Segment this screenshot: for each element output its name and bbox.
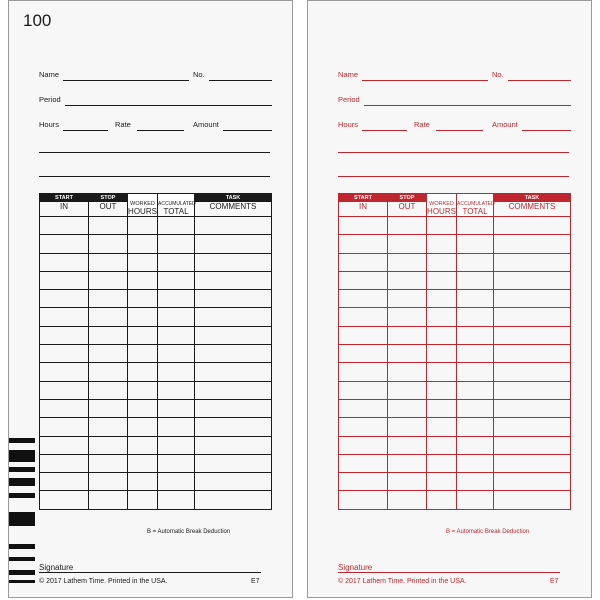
time-row	[40, 271, 272, 289]
comments-cell[interactable]	[494, 290, 571, 308]
total-cell[interactable]	[158, 271, 195, 289]
worked-hours-cell[interactable]	[128, 454, 158, 472]
code-mark	[9, 467, 35, 472]
out-cell[interactable]	[89, 345, 128, 363]
period-label: Period	[39, 95, 61, 104]
in-cell[interactable]	[339, 345, 388, 363]
rate-field[interactable]	[436, 130, 483, 131]
out-header: OUT	[388, 202, 427, 217]
in-cell[interactable]	[339, 253, 388, 271]
comments-cell[interactable]	[195, 290, 272, 308]
time-row	[339, 271, 571, 289]
in-cell[interactable]	[40, 436, 89, 454]
out-cell[interactable]	[388, 253, 427, 271]
time-row	[339, 308, 571, 326]
signature-label: Signature	[338, 563, 373, 572]
copyright-text: © 2017 Lathem Time. Printed in the USA.	[39, 578, 168, 585]
out-cell[interactable]	[89, 217, 128, 235]
pay-field-row	[39, 120, 270, 134]
blank-line[interactable]	[338, 176, 569, 177]
out-cell[interactable]	[388, 290, 427, 308]
rate-label: Rate	[115, 120, 131, 129]
worked-hours-cell[interactable]	[427, 473, 457, 491]
time-table	[39, 193, 272, 510]
comments-cell[interactable]	[195, 217, 272, 235]
name-field-row	[39, 70, 270, 84]
time-row	[339, 363, 571, 381]
form-code: E7	[550, 578, 559, 585]
out-cell[interactable]	[89, 418, 128, 436]
total-cell[interactable]	[457, 491, 494, 509]
copyright-text: © 2017 Lathem Time. Printed in the USA.	[338, 578, 467, 585]
worked-hours-cell[interactable]	[427, 235, 457, 253]
worked-hours-cell[interactable]	[427, 271, 457, 289]
total-cell[interactable]	[457, 454, 494, 472]
out-cell[interactable]	[388, 363, 427, 381]
worked-hours-cell[interactable]	[128, 363, 158, 381]
worked-hours-cell[interactable]	[427, 491, 457, 509]
total-cell[interactable]	[457, 290, 494, 308]
worked-hours-header: WORKED HOURS	[427, 194, 457, 217]
out-cell[interactable]	[388, 326, 427, 344]
total-cell[interactable]	[158, 290, 195, 308]
in-cell[interactable]	[40, 308, 89, 326]
hours-field[interactable]	[362, 130, 407, 131]
in-cell[interactable]	[339, 381, 388, 399]
in-cell[interactable]	[40, 235, 89, 253]
time-card-black	[8, 0, 293, 598]
time-row	[339, 345, 571, 363]
in-cell[interactable]	[40, 454, 89, 472]
in-cell[interactable]	[339, 326, 388, 344]
total-cell[interactable]	[457, 473, 494, 491]
out-cell[interactable]	[89, 308, 128, 326]
worked-hours-cell[interactable]	[128, 436, 158, 454]
blank-line[interactable]	[338, 152, 569, 153]
total-cell[interactable]	[158, 345, 195, 363]
time-rows	[339, 217, 571, 510]
out-cell[interactable]	[89, 399, 128, 417]
code-mark	[9, 557, 35, 561]
out-header: OUT	[89, 202, 128, 217]
total-cell[interactable]	[457, 363, 494, 381]
time-row	[339, 290, 571, 308]
worked-hours-cell[interactable]	[128, 235, 158, 253]
total-cell[interactable]	[457, 271, 494, 289]
time-row	[40, 473, 272, 491]
comments-cell[interactable]	[195, 308, 272, 326]
in-cell[interactable]	[40, 418, 89, 436]
worked-hours-cell[interactable]	[427, 418, 457, 436]
in-cell[interactable]	[40, 491, 89, 509]
time-card-red	[307, 0, 592, 598]
worked-hours-header: WORKED HOURS	[128, 194, 158, 217]
code-mark	[9, 450, 35, 462]
worked-hours-cell[interactable]	[128, 418, 158, 436]
in-cell[interactable]	[40, 381, 89, 399]
comments-cell[interactable]	[494, 271, 571, 289]
comments-cell[interactable]	[195, 381, 272, 399]
out-cell[interactable]	[388, 399, 427, 417]
out-cell[interactable]	[388, 217, 427, 235]
period-label: Period	[338, 95, 360, 104]
time-row	[339, 491, 571, 509]
comments-cell[interactable]	[195, 454, 272, 472]
worked-hours-cell[interactable]	[128, 253, 158, 271]
in-cell[interactable]	[339, 217, 388, 235]
total-cell[interactable]	[457, 399, 494, 417]
comments-cell[interactable]	[195, 363, 272, 381]
comments-cell[interactable]	[195, 436, 272, 454]
time-row	[40, 436, 272, 454]
period-field-row	[338, 95, 569, 109]
hours-field[interactable]	[63, 130, 108, 131]
out-cell[interactable]	[89, 454, 128, 472]
code-mark	[9, 580, 35, 583]
total-cell[interactable]	[158, 235, 195, 253]
stop-header: STOP	[89, 194, 128, 202]
code-mark	[9, 478, 35, 486]
code-mark	[9, 570, 35, 575]
period-field[interactable]	[65, 105, 272, 106]
in-cell[interactable]	[339, 418, 388, 436]
out-cell[interactable]	[388, 271, 427, 289]
time-row	[40, 326, 272, 344]
time-row	[339, 235, 571, 253]
signature-field[interactable]	[39, 572, 261, 573]
amount-label: Amount	[193, 120, 219, 129]
time-row	[339, 399, 571, 417]
in-cell[interactable]	[339, 491, 388, 509]
in-cell[interactable]	[339, 271, 388, 289]
time-row	[40, 381, 272, 399]
worked-hours-cell[interactable]	[128, 271, 158, 289]
total-cell[interactable]	[158, 454, 195, 472]
name-field[interactable]	[362, 80, 488, 81]
time-row	[339, 326, 571, 344]
comments-cell[interactable]	[494, 436, 571, 454]
card-number: 100	[23, 11, 52, 30]
comments-header: COMMENTS	[494, 202, 571, 217]
worked-hours-cell[interactable]	[427, 290, 457, 308]
out-cell[interactable]	[89, 363, 128, 381]
out-cell[interactable]	[388, 418, 427, 436]
out-cell[interactable]	[89, 491, 128, 509]
time-row	[40, 491, 272, 509]
worked-hours-cell[interactable]	[427, 363, 457, 381]
worked-hours-cell[interactable]	[128, 217, 158, 235]
in-cell[interactable]	[40, 363, 89, 381]
comments-cell[interactable]	[494, 235, 571, 253]
time-row	[40, 418, 272, 436]
total-cell[interactable]	[457, 235, 494, 253]
worked-hours-cell[interactable]	[128, 491, 158, 509]
out-cell[interactable]	[89, 473, 128, 491]
worked-hours-cell[interactable]	[128, 345, 158, 363]
hours-label: Hours	[338, 120, 359, 129]
total-cell[interactable]	[158, 217, 195, 235]
out-cell[interactable]	[89, 381, 128, 399]
comments-cell[interactable]	[195, 271, 272, 289]
name-field[interactable]	[63, 80, 189, 81]
worked-hours-cell[interactable]	[128, 326, 158, 344]
in-header: IN	[339, 202, 388, 217]
comments-cell[interactable]	[494, 363, 571, 381]
task-header: TASK	[195, 194, 272, 202]
time-row	[40, 308, 272, 326]
time-row	[339, 454, 571, 472]
code-mark	[9, 512, 35, 526]
number-field[interactable]	[508, 80, 571, 81]
comments-cell[interactable]	[195, 418, 272, 436]
worked-hours-cell[interactable]	[128, 473, 158, 491]
worked-hours-cell[interactable]	[128, 290, 158, 308]
worked-hours-cell[interactable]	[427, 326, 457, 344]
worked-hours-cell[interactable]	[427, 436, 457, 454]
in-cell[interactable]	[339, 235, 388, 253]
time-row	[339, 253, 571, 271]
time-table	[338, 193, 571, 510]
comments-cell[interactable]	[494, 454, 571, 472]
out-cell[interactable]	[89, 271, 128, 289]
worked-hours-cell[interactable]	[427, 381, 457, 399]
code-mark	[9, 438, 35, 443]
total-cell[interactable]	[158, 253, 195, 271]
code-mark	[9, 544, 35, 549]
worked-hours-cell[interactable]	[427, 345, 457, 363]
comments-cell[interactable]	[195, 399, 272, 417]
amount-label: Amount	[492, 120, 518, 129]
worked-hours-cell[interactable]	[427, 217, 457, 235]
comments-cell[interactable]	[195, 345, 272, 363]
time-row	[339, 436, 571, 454]
in-cell[interactable]	[339, 399, 388, 417]
out-cell[interactable]	[89, 436, 128, 454]
rate-field[interactable]	[137, 130, 184, 131]
time-row	[40, 454, 272, 472]
worked-hours-cell[interactable]	[128, 399, 158, 417]
comments-cell[interactable]	[494, 326, 571, 344]
total-cell[interactable]	[158, 491, 195, 509]
amount-field[interactable]	[223, 130, 272, 131]
total-cell[interactable]	[158, 436, 195, 454]
out-cell[interactable]	[89, 326, 128, 344]
total-cell[interactable]	[457, 326, 494, 344]
total-cell[interactable]	[457, 436, 494, 454]
comments-cell[interactable]	[195, 473, 272, 491]
amount-field[interactable]	[522, 130, 571, 131]
worked-hours-cell[interactable]	[427, 308, 457, 326]
comments-cell[interactable]	[494, 308, 571, 326]
out-cell[interactable]	[388, 308, 427, 326]
comments-cell[interactable]	[195, 253, 272, 271]
total-cell[interactable]	[457, 253, 494, 271]
time-row	[40, 253, 272, 271]
comments-cell[interactable]	[494, 491, 571, 509]
in-cell[interactable]	[339, 363, 388, 381]
total-cell[interactable]	[457, 308, 494, 326]
time-row	[40, 345, 272, 363]
signature-field[interactable]	[338, 572, 560, 573]
total-cell[interactable]	[158, 418, 195, 436]
in-cell[interactable]	[40, 473, 89, 491]
comments-cell[interactable]	[494, 473, 571, 491]
period-field[interactable]	[364, 105, 571, 106]
in-cell[interactable]	[40, 345, 89, 363]
worked-hours-cell[interactable]	[128, 381, 158, 399]
in-cell[interactable]	[40, 399, 89, 417]
in-cell[interactable]	[339, 436, 388, 454]
signature-label: Signature	[39, 563, 74, 572]
accumulated-total-header: ACCUMULATED TOTAL	[457, 194, 494, 217]
start-header: START	[40, 194, 89, 202]
total-cell[interactable]	[158, 473, 195, 491]
in-cell[interactable]	[339, 473, 388, 491]
form-code: E7	[251, 578, 260, 585]
number-label: No.	[193, 70, 205, 79]
out-cell[interactable]	[388, 381, 427, 399]
out-cell[interactable]	[89, 235, 128, 253]
hours-label: Hours	[39, 120, 60, 129]
total-cell[interactable]	[457, 217, 494, 235]
in-cell[interactable]	[40, 217, 89, 235]
break-deduction-note: B = Automatic Break Deduction	[446, 529, 530, 535]
blank-line[interactable]	[39, 152, 270, 153]
out-cell[interactable]	[388, 473, 427, 491]
number-label: No.	[492, 70, 504, 79]
time-row	[40, 363, 272, 381]
total-cell[interactable]	[158, 326, 195, 344]
out-cell[interactable]	[388, 436, 427, 454]
out-cell[interactable]	[89, 290, 128, 308]
worked-hours-cell[interactable]	[427, 399, 457, 417]
accumulated-total-header: ACCUMULATED TOTAL	[158, 194, 195, 217]
task-header: TASK	[494, 194, 571, 202]
name-field-row	[338, 70, 569, 84]
pay-field-row	[338, 120, 569, 134]
in-header: IN	[40, 202, 89, 217]
time-rows	[40, 217, 272, 510]
worked-hours-cell[interactable]	[427, 454, 457, 472]
rate-label: Rate	[414, 120, 430, 129]
in-cell[interactable]	[339, 454, 388, 472]
out-cell[interactable]	[388, 454, 427, 472]
comments-header: COMMENTS	[195, 202, 272, 217]
name-label: Name	[39, 70, 60, 79]
period-field-row	[39, 95, 270, 109]
comments-cell[interactable]	[195, 235, 272, 253]
comments-cell[interactable]	[494, 253, 571, 271]
time-row	[339, 418, 571, 436]
out-cell[interactable]	[388, 345, 427, 363]
in-cell[interactable]	[40, 290, 89, 308]
time-row	[339, 473, 571, 491]
out-cell[interactable]	[388, 235, 427, 253]
total-cell[interactable]	[158, 363, 195, 381]
total-cell[interactable]	[158, 308, 195, 326]
number-field[interactable]	[209, 80, 272, 81]
break-deduction-note: B = Automatic Break Deduction	[147, 529, 231, 535]
comments-cell[interactable]	[494, 345, 571, 363]
time-row	[40, 217, 272, 235]
code-mark	[9, 493, 35, 498]
in-cell[interactable]	[40, 326, 89, 344]
time-row	[40, 235, 272, 253]
comments-cell[interactable]	[494, 381, 571, 399]
out-cell[interactable]	[89, 253, 128, 271]
total-cell[interactable]	[158, 399, 195, 417]
time-row	[40, 399, 272, 417]
comments-cell[interactable]	[494, 418, 571, 436]
comments-cell[interactable]	[494, 399, 571, 417]
comments-cell[interactable]	[195, 491, 272, 509]
total-cell[interactable]	[457, 418, 494, 436]
stop-header: STOP	[388, 194, 427, 202]
total-cell[interactable]	[457, 381, 494, 399]
worked-hours-cell[interactable]	[427, 253, 457, 271]
worked-hours-cell[interactable]	[128, 308, 158, 326]
comments-cell[interactable]	[195, 326, 272, 344]
time-row	[339, 217, 571, 235]
total-cell[interactable]	[457, 345, 494, 363]
name-label: Name	[338, 70, 359, 79]
in-cell[interactable]	[339, 290, 388, 308]
comments-cell[interactable]	[494, 217, 571, 235]
total-cell[interactable]	[158, 381, 195, 399]
out-cell[interactable]	[388, 491, 427, 509]
blank-line[interactable]	[39, 176, 270, 177]
in-cell[interactable]	[339, 308, 388, 326]
in-cell[interactable]	[40, 253, 89, 271]
time-row	[40, 290, 272, 308]
start-header: START	[339, 194, 388, 202]
in-cell[interactable]	[40, 271, 89, 289]
time-row	[339, 381, 571, 399]
